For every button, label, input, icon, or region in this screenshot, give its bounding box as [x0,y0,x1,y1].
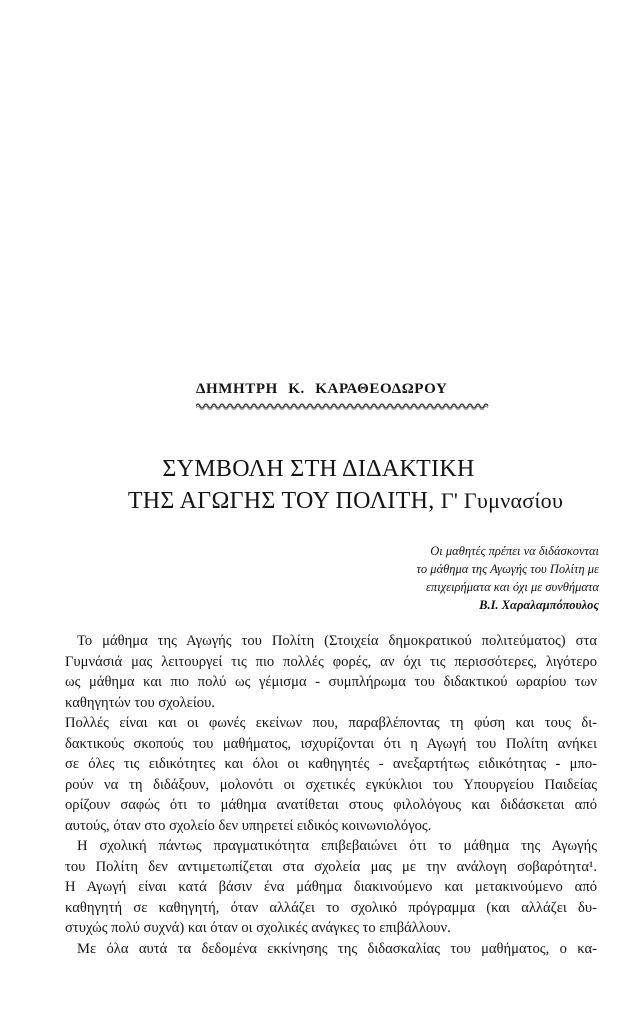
body-line: Με όλα αυτά τα δεδομένα εκκίνησης της διδασκαλίας του μαθήματος, ο κα- [77,940,597,957]
body-text [65,631,597,959]
body-line: ορίζουν σαφώς ότι το μάθημα ανατίθεται στους φιλολόγους και διδάσκεται από [65,797,597,813]
epigraph-line: Οι μαθητές πρέπει να διδάσκονται [430,544,599,558]
body-line: Πολλές είναι και οι φωνές εκείνων που, παραβλέποντας τη φύση και τους δι- [65,715,597,731]
epigraph-source: Β.Ι. Χαραλαμπόπουλος [479,598,599,612]
author-name: ΔΗΜΗΤΡΗ Κ. ΚΑΡΑΘΕΟΔΩΡΟΥ [196,381,448,397]
body-line: αυτούς, όταν στο σχολείο δεν υπηρετεί ειδικός κοινωνιολόγος. [65,817,432,834]
wavy-underline [196,402,489,410]
author-block [196,380,496,410]
article-title [0,453,637,517]
epigraph-line: το μάθημα της Αγωγής του Πολίτη με [416,562,599,576]
epigraph [269,542,599,614]
body-line: δακτικούς σκοπούς του μαθήματος, ισχυρίζονται ότι η Αγωγή του Πολίτη ανήκει [65,735,597,752]
body-line: Το μάθημα της Αγωγής του Πολίτη (Στοιχεία δημοκρατικού πολιτεύματος) στα [77,633,597,649]
body-line: ως μάθημα και πιο πολύ ως γέμισμα - συμπλήρωμα του διδακτικού ωραρίου των [65,674,597,690]
title-line-2 [0,485,637,517]
body-line: καθηγητή σε καθηγητή, όταν αλλάζει το σχολικό πρόγραμμα (και αλλάζει δυ- [65,899,597,916]
body-line: Γυμνάσιά μας λειτουργεί τις πιο πολλές φορές, αν όχι τις περισσότερες, λιγότερο [65,653,597,670]
title-line-2-main: ΤΗΣ ΑΓΩΓΗΣ ΤΟΥ ΠΟΛΙΤΗ, [127,488,441,514]
body-line: σε όλες τις ειδικότητες και όλοι οι καθηγητές - ανεξαρτήτως ειδικότητας - μπο- [65,756,597,772]
body-line: ρούν να τη διδάξουν, μολονότι οι σχετικές εγκύκλιοι του Υπουργείου Παιδείας [65,776,597,793]
epigraph-line: επιχειρήματα και όχι με συνθήματα [426,580,599,594]
body-line: Η Αγωγή είναι κατά βάσιν ένα μάθημα διακινούμενο και μετακινούμενο από [65,879,597,895]
body-line: καθηγητών του σχολείου. [65,694,215,711]
body-line: του Πολίτη δεν αντιμετωπίζεται στα σχολεία μας με την ανάλογη σοβαρότητα¹. [65,858,597,875]
title-line-1: ΣΥΜΒΟΛΗ ΣΤΗ ΔΙΔΑΚΤΙΚΗ [162,456,475,482]
body-line: στυχώς πολύ συχνά) και όταν οι σχολικές ανάγκες το επιβάλλουν. [65,920,451,936]
title-grade: Γ' Γυμνασίου [440,488,564,513]
body-line: Η σχολική πάντως πραγματικότητα επιβεβαιώνει ότι το μάθημα της Αγωγής [77,838,597,854]
